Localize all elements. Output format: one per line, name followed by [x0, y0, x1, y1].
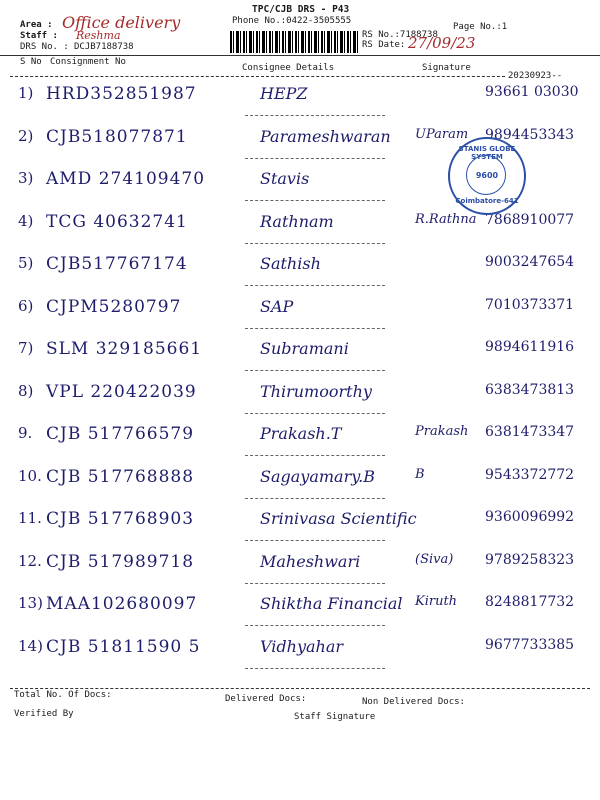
- phone-number: 7868910077: [485, 211, 575, 228]
- signature-text: UParam: [415, 126, 469, 142]
- consignment-row: [0, 637, 600, 675]
- seal-phone: 9600: [475, 171, 499, 180]
- row-dotted-line: [245, 498, 385, 499]
- consignee-name: HEPZ: [260, 84, 308, 103]
- row-dotted-line: [245, 583, 385, 584]
- consignee-name: Stavis: [260, 169, 310, 188]
- signature-text: R.Rathna: [415, 211, 477, 227]
- phone-number: 7010373371: [485, 296, 575, 313]
- consignee-name: Prakash.T: [260, 424, 342, 443]
- col-consignment: Consignment No: [50, 57, 126, 67]
- phone-number: 9360096992: [485, 509, 575, 525]
- row-number: 3): [18, 169, 34, 187]
- consignment-row: [0, 339, 600, 377]
- row-dotted-line: [245, 200, 385, 201]
- staff-signature-label: Staff Signature: [294, 712, 376, 722]
- row-number: 9.: [18, 424, 33, 442]
- rs-date-value: 27/09/23: [408, 34, 476, 52]
- consignment-number: CJB 517768888: [46, 466, 195, 487]
- consignee-name: Subramani: [260, 339, 349, 358]
- col-consignee: Consignee Details: [242, 63, 335, 73]
- row-number: 10.: [18, 466, 42, 485]
- consignment-number: HRD352851987: [46, 84, 197, 104]
- signature-text: (Siva): [415, 551, 454, 567]
- consignment-row: [0, 212, 600, 250]
- consignee-name: Parameshwaran: [260, 126, 391, 146]
- signature-text: Kiruth: [415, 594, 458, 609]
- header-rule: [0, 55, 600, 56]
- row-number: 14): [18, 636, 43, 655]
- company-seal-stamp: [448, 137, 526, 215]
- consignment-number: AMD 274109470: [46, 169, 206, 189]
- row-dotted-line: [245, 540, 385, 541]
- consignment-row: [0, 297, 600, 335]
- area-label: Area :: [20, 20, 53, 30]
- row-dotted-line: [245, 413, 385, 414]
- row-dotted-line: [245, 158, 385, 159]
- row-dotted-line: [245, 115, 385, 116]
- consignment-number: CJB518077871: [46, 126, 188, 147]
- consignee-name: Srinivasa Scientific: [260, 509, 417, 528]
- consignee-name: SAP: [260, 296, 294, 316]
- header-dash: [10, 76, 505, 77]
- phone-number: 9894453343: [485, 126, 575, 143]
- consignee-name: Rathnam: [260, 211, 334, 231]
- consignment-number: MAA102680097: [46, 594, 198, 614]
- consignee-name: Maheshwari: [260, 551, 361, 571]
- consignment-row: [0, 382, 600, 420]
- row-number: 1): [18, 84, 34, 102]
- phone-number: 9894611916: [485, 339, 575, 355]
- row-number: 2): [18, 126, 34, 145]
- barcode: [230, 31, 358, 53]
- consignment-number: VPL 220422039: [46, 381, 197, 402]
- consignee-name: Shiktha Financial: [260, 594, 403, 613]
- row-dotted-line: [245, 243, 385, 244]
- staff-value: Reshma: [76, 29, 121, 42]
- consignee-name: Vidhyahar: [260, 636, 344, 656]
- signature-text: Prakash: [415, 424, 469, 439]
- consignee-name: Sathish: [260, 254, 321, 273]
- row-number: 8): [18, 381, 34, 400]
- phone-number: 9543372772: [485, 466, 575, 483]
- consignment-row: [0, 509, 600, 547]
- consignee-name: Thirumoorthy: [260, 381, 372, 401]
- consignment-number: SLM 329185661: [46, 339, 203, 359]
- drs-label: DRS No. :: [20, 42, 69, 52]
- row-number: 13): [18, 594, 43, 612]
- verified-by-label: Verified By: [14, 709, 74, 719]
- seal-top-text: STANIS GLOBE SYSTEM: [458, 145, 516, 161]
- row-dotted-line: [245, 328, 385, 329]
- seal-bottom-text: Coimbatore-641: [455, 197, 519, 205]
- phone-number: 6381473347: [485, 424, 575, 440]
- col-sno: S No: [20, 57, 42, 67]
- rs-number: RS No.:7188738: [362, 30, 438, 40]
- date-stamp: 20230923--: [508, 71, 563, 81]
- row-number: 6): [18, 296, 34, 315]
- area-value: Office delivery: [62, 13, 181, 32]
- consignment-row: [0, 467, 600, 505]
- consignment-number: TCG 40632741: [46, 211, 188, 232]
- consignment-row: [0, 594, 600, 632]
- rs-date-label: RS Date:: [362, 40, 406, 50]
- consignment-number: CJPM5280797: [46, 296, 182, 317]
- phone-number: 9789258323: [485, 551, 575, 568]
- consignment-number: CJB517767174: [46, 254, 188, 274]
- row-dotted-line: [245, 370, 385, 371]
- page-number: Page No.:1: [453, 22, 508, 32]
- consignment-row: [0, 84, 600, 122]
- phone-number: Phone No.:0422-3505555: [232, 16, 352, 26]
- consignment-row: [0, 424, 600, 462]
- row-number: 11.: [18, 509, 42, 527]
- consignment-number: CJB 517766579: [46, 424, 195, 444]
- phone-number: 6383473813: [485, 381, 575, 398]
- row-dotted-line: [245, 625, 385, 626]
- row-number: 5): [18, 254, 34, 272]
- row-dotted-line: [245, 455, 385, 456]
- signature-text: B: [415, 466, 425, 482]
- row-dotted-line: [245, 668, 385, 669]
- consignment-number: CJB 517768903: [46, 509, 195, 529]
- drs-value: DCJB7188738: [74, 42, 134, 52]
- delivered-docs-label: Delivered Docs:: [225, 694, 307, 704]
- row-number: 12.: [18, 551, 42, 570]
- total-docs-label: Total No. Of Docs:: [14, 690, 112, 700]
- row-dotted-line: [245, 285, 385, 286]
- consignment-row: [0, 254, 600, 292]
- doc-title: TPC/CJB DRS - P43: [252, 4, 350, 15]
- row-number: 7): [18, 339, 34, 357]
- footer-dash: [10, 688, 590, 689]
- col-signature: Signature: [422, 63, 471, 73]
- staff-label: Staff :: [20, 31, 58, 41]
- row-number: 4): [18, 211, 34, 230]
- phone-number: 8248817732: [485, 594, 575, 610]
- non-delivered-docs-label: Non Delivered Docs:: [362, 697, 465, 707]
- consignee-name: Sagayamary.B: [260, 466, 375, 486]
- phone-number: 93661 03030: [485, 84, 579, 100]
- phone-number: 9677733385: [485, 636, 575, 653]
- phone-number: 9003247654: [485, 254, 575, 270]
- consignment-number: CJB 51811590 5: [46, 636, 201, 657]
- consignment-row: [0, 552, 600, 590]
- consignment-number: CJB 517989718: [46, 551, 195, 572]
